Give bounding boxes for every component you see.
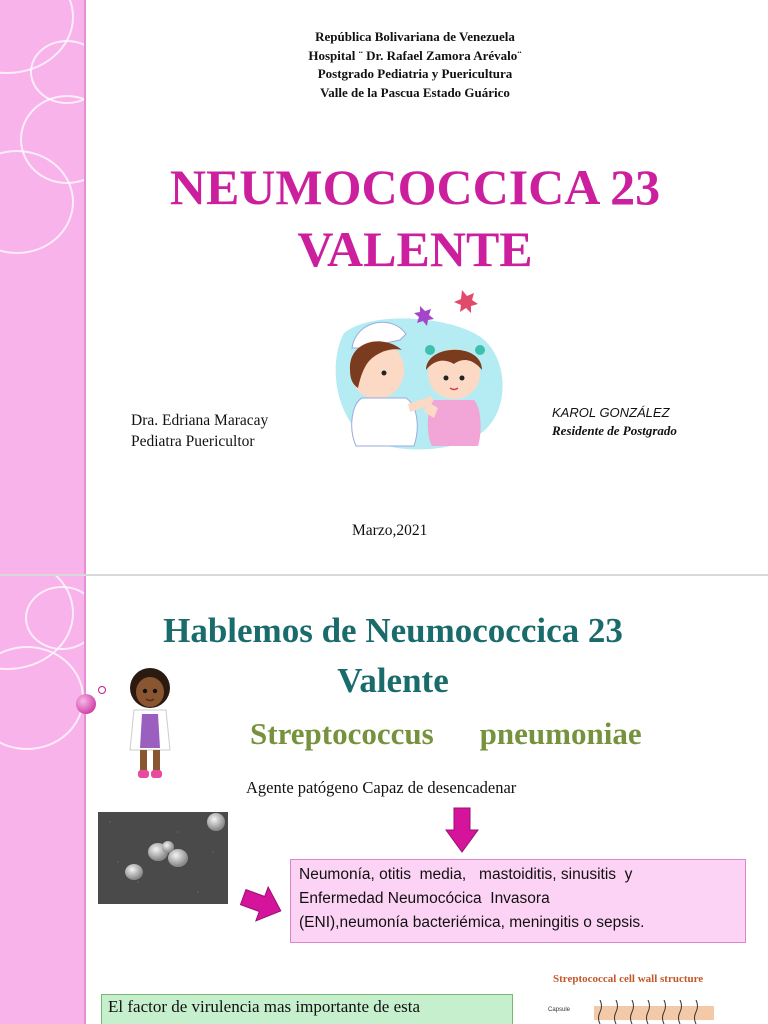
diseases-box xyxy=(290,859,746,943)
resident-title: Residente de Postgrado xyxy=(552,423,677,438)
decorative-side-band xyxy=(0,576,84,1024)
diseases-line-1: Neumonía, otitis media, mastoiditis, sinusitis y xyxy=(299,866,633,883)
resident-signature-block xyxy=(552,404,677,440)
resident-name: KAROL GONZÁLEZ xyxy=(552,405,670,420)
subtitle-genus: Streptococcus xyxy=(250,716,434,751)
header-line-hospital: Hospital ¨ Dr. Rafael Zamora Arévalo¨ xyxy=(308,47,522,63)
figure-label: Capsule xyxy=(548,1007,571,1013)
nurse-vaccinating-child-illustration xyxy=(322,278,512,458)
decorative-side-band xyxy=(0,0,84,574)
content-slide xyxy=(0,576,768,1024)
down-arrow-icon xyxy=(444,806,480,854)
doctor-signature-block xyxy=(131,410,268,452)
header-line-location: Valle de la Pascua Estado Guárico xyxy=(320,84,510,100)
institution-header xyxy=(150,28,680,102)
agent-description: Agente patógeno Capaz de desencadenar xyxy=(246,778,517,797)
cell-wall-diagram xyxy=(594,1000,714,1024)
virulence-box xyxy=(101,994,513,1024)
bacteria-micrograph-image xyxy=(98,812,228,904)
diseases-line-3: (ENI),neumonía bacteriémica, meningitis o sepsis. xyxy=(299,914,645,931)
diseases-line-2: Enfermedad Neumocócica Invasora xyxy=(299,890,550,907)
subtitle xyxy=(250,716,642,752)
slide-title: Hablemos de Neumococcica 23 Valente xyxy=(163,611,623,700)
doctor-name: Dra. Edriana Maracay xyxy=(131,412,269,429)
presentation-date: Marzo,2021 xyxy=(352,522,428,539)
virulence-text: El factor de virulencia mas importante de esta xyxy=(108,997,421,1016)
page-title: NEUMOCOCCICA 23 VALENTE xyxy=(169,159,661,277)
header-line-country: República Bolivariana de Venezuela xyxy=(315,29,515,44)
subtitle-species: pneumoniae xyxy=(479,716,642,751)
doctor-title: Pediatra Puericultor xyxy=(131,433,255,450)
right-arrow-icon xyxy=(240,884,284,924)
cartoon-doctor-girl-illustration xyxy=(118,664,182,788)
figure-title: Streptococcal cell wall structure xyxy=(553,973,704,985)
bullet-ornament-icon xyxy=(76,694,96,714)
header-line-program: Postgrado Pediatria y Puericultura xyxy=(317,66,513,81)
